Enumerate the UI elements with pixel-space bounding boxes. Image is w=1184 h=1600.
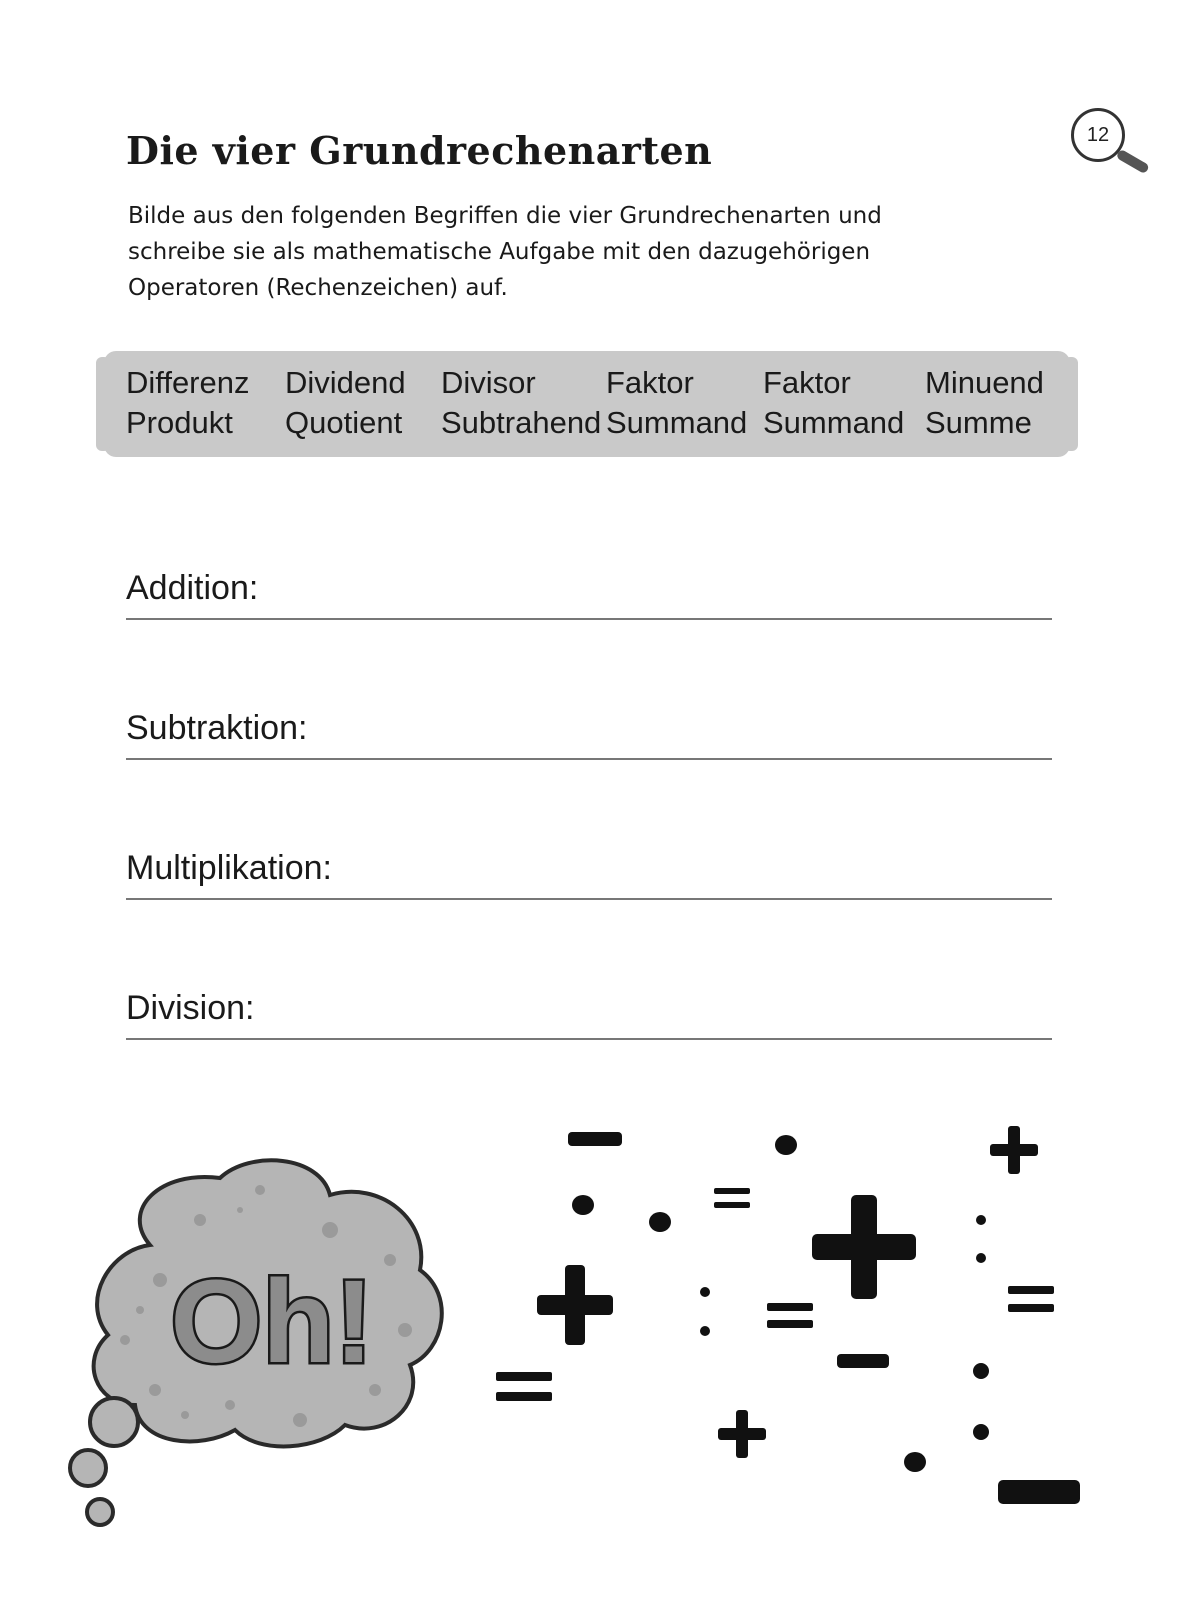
answer-row-multiplication[interactable] <box>126 830 1052 900</box>
thought-dot <box>87 1499 113 1525</box>
operator-symbols <box>490 1110 1140 1550</box>
thought-dot <box>70 1450 106 1486</box>
answer-line[interactable] <box>126 1038 1052 1040</box>
answer-line[interactable] <box>126 898 1052 900</box>
equals-icon <box>714 1188 750 1208</box>
instruction-line: schreibe sie als mathematische Aufgabe mit den dazugehörigen <box>128 239 871 265</box>
page-title: Die vier Grundrechenarten <box>126 128 713 173</box>
term: Summand <box>606 405 748 440</box>
plus-icon <box>990 1126 1038 1174</box>
instruction-line: Bilde aus den folgenden Begriffen die vier Grundrechenarten und <box>128 203 882 229</box>
term: Faktor <box>763 365 851 400</box>
term: Dividend <box>285 365 406 400</box>
thought-dot <box>90 1398 138 1446</box>
instructions <box>128 198 928 306</box>
thought-bubble-illustration <box>0 1150 470 1600</box>
term: Produkt <box>126 405 233 440</box>
equals-icon <box>767 1303 813 1328</box>
dot-icon <box>572 1195 594 1215</box>
answer-line[interactable] <box>126 618 1052 620</box>
dot-icon <box>904 1452 926 1472</box>
colon-icon <box>976 1215 986 1263</box>
answer-line[interactable] <box>126 758 1052 760</box>
plus-icon <box>537 1265 613 1345</box>
instruction-line: Operatoren (Rechenzeichen) auf. <box>128 275 508 301</box>
term: Summand <box>763 405 905 440</box>
equals-icon <box>1008 1286 1054 1312</box>
oh-exclamation: Oh! <box>170 1256 374 1388</box>
plus-icon <box>812 1195 916 1299</box>
answer-row-subtraction[interactable] <box>126 690 1052 760</box>
term-column <box>441 363 601 443</box>
term: Faktor <box>606 365 694 400</box>
minus-icon <box>837 1354 889 1368</box>
term: Summe <box>925 405 1032 440</box>
term-column <box>126 363 250 443</box>
term-column <box>763 363 904 443</box>
magnifier-icon <box>1116 149 1150 175</box>
page-number: 12 <box>1086 124 1110 146</box>
answer-row-addition[interactable] <box>126 550 1052 620</box>
term-column <box>606 363 747 443</box>
equals-icon <box>496 1372 552 1401</box>
term: Quotient <box>285 405 403 440</box>
answer-label: Multiplikation: <box>126 849 332 887</box>
colon-icon <box>700 1287 710 1336</box>
answer-label: Subtraktion: <box>126 709 308 747</box>
answer-row-division[interactable] <box>126 970 1052 1040</box>
plus-icon <box>718 1410 766 1458</box>
term: Minuend <box>925 365 1044 400</box>
term: Divisor <box>441 365 536 400</box>
term-column <box>925 363 1044 443</box>
minus-icon <box>998 1480 1080 1504</box>
dot-icon <box>775 1135 797 1155</box>
dot-icon <box>973 1363 989 1379</box>
answer-label: Addition: <box>126 569 259 607</box>
term: Subtrahend <box>441 405 602 440</box>
dot-icon <box>649 1212 671 1232</box>
term: Differenz <box>126 365 250 400</box>
dot-icon <box>973 1424 989 1440</box>
answer-label: Division: <box>126 989 255 1027</box>
minus-icon <box>568 1132 622 1146</box>
term-column <box>285 363 406 443</box>
